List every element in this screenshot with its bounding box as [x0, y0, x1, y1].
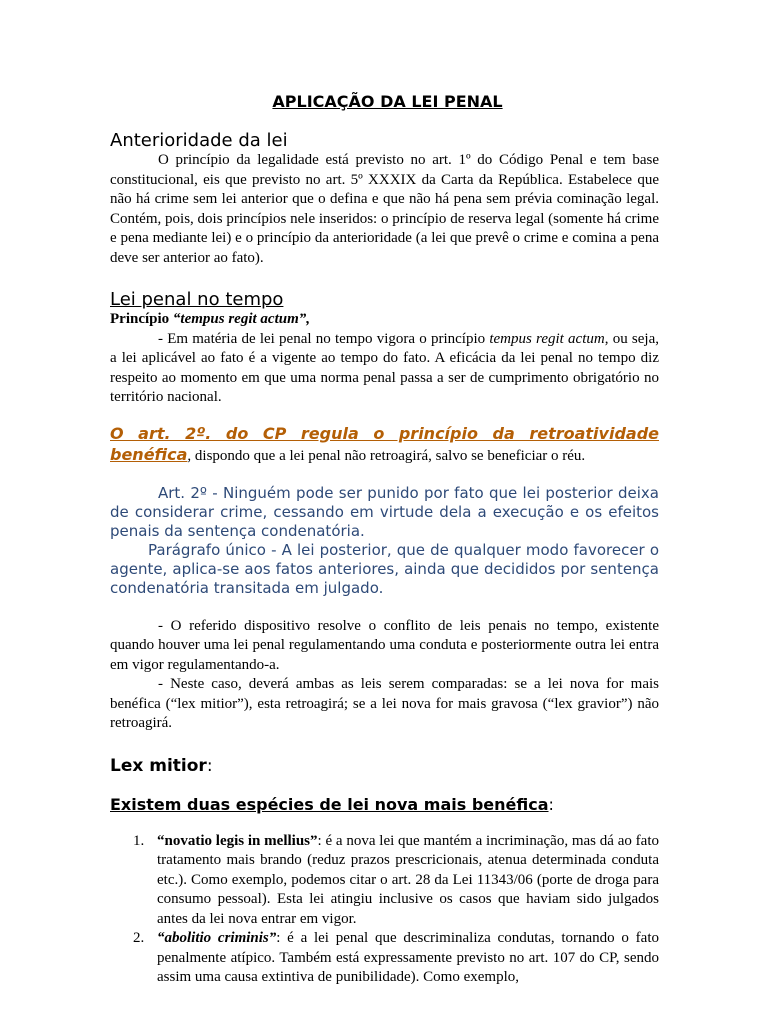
section-heading-anterioridade-text: Anterioridade da lei [110, 130, 288, 151]
principle-term: “tempus regit actum”, [172, 311, 311, 327]
list-item-text: : é a nova lei que mantém a incriminação, mas dá ao fato tratamento mais brando (reduz prazos prescricionais, atenua determinada conduta etc.). Como exemplo, podemos citar o art. 28 da Lei 11343/06 (porte de droga para consumo pessoal). Esta lei atingiu inclusive os casos que haviam sido julgados antes da lei nova entrar em vigor. [157, 832, 659, 927]
document-body [110, 92, 659, 988]
section-heading-lei-penal-tempo-text: Lei penal no tempo [110, 289, 284, 310]
subheading-especies-text: Existem duas espécies de lei nova mais benéfica [110, 794, 549, 814]
section-heading-lei-penal-tempo [110, 289, 659, 310]
comparacao-paragraph: - Neste caso, deverá ambas as leis serem comparadas: se a lei nova for mais benéfica (“lex mitior”), esta retroagirá; se a lei nova for mais gravosa (“lex gravior”) não retroagirá. [110, 676, 659, 731]
list-item-term: “abolitio criminis” [157, 930, 277, 946]
retroatividade-tail: , dispondo que a lei penal não retroagirá, salvo se beneficiar o réu. [187, 447, 586, 464]
principle-line [110, 310, 659, 330]
section-heading-anterioridade [110, 130, 659, 151]
tempus-paragraph [110, 330, 659, 408]
tempus-paragraph-end: , ou seja, a lei aplicável ao fato é a vigente ao tempo do fato. A eficácia da lei penal no tempo diz respeito ao momento em que uma norma penal passa a ser de cumprimento obrigatório no território nacional. [110, 330, 659, 405]
principle-label: Princípio [110, 311, 170, 327]
list-item-number: 1. [133, 832, 145, 849]
especies-list [110, 832, 659, 988]
retroatividade-statement [110, 424, 659, 466]
retroatividade-highlight: O art. 2º. do CP regula o princípio da retroatividade benéfica [110, 423, 659, 464]
section-heading-lex-mitior [110, 756, 659, 776]
list-item-term: “novatio legis in mellius” [157, 832, 318, 849]
list-item [110, 929, 659, 988]
list-item-number: 2. [133, 930, 145, 946]
list-item [110, 832, 659, 930]
section-heading-lex-mitior-text: Lex mitior [110, 755, 207, 776]
tempus-paragraph-start: - Em matéria de lei penal no tempo vigora o princípio [158, 330, 490, 347]
document-title: APLICAÇÃO DA LEI PENAL [272, 92, 503, 111]
anterioridade-paragraph: O princípio da legalidade está previsto no art. 1º do Código Penal e tem base constitucional, eis que previsto no art. 5º XXXIX da Carta da República. Estabelece que não há crime sem lei anterior que o defina e que não há pena sem prévia cominação legal. Contém, pois, dois princípios nele inseridos: o princípio de reserva legal (somente há crime e pena mediante lei) e o princípio da anterioridade (a lei que prevê o crime e comina a pena deve ser anterior ao fato). [110, 152, 659, 266]
subheading-especies [110, 795, 659, 814]
list-item-text: : é a lei penal que descriminaliza condutas, tornando o fato penalmente atípico. Também está expressamente previsto no art. 107 do CP, sendo assim uma causa extintiva de punibilidade). Como exemplo, [157, 930, 659, 985]
tempus-paragraph-italic: tempus regit actum [489, 330, 605, 347]
article-2-text: Art. 2º - Ninguém pode ser punido por fato que lei posterior deixa de considerar crime, cessando em virtude dela a execução e os efeitos penais da sentença condenatória. [110, 483, 659, 540]
subheading-especies-colon: : [548, 794, 554, 814]
dispositivo-paragraph: - O referido dispositivo resolve o conflito de leis penais no tempo, existente quando houver uma lei penal regulamentando uma conduta e posteriormente outra lei entra em vigor regulamentando-a. [110, 617, 659, 673]
section-heading-lex-mitior-colon: : [206, 755, 213, 776]
article-2-paragrafo-unico: Parágrafo único - A lei posterior, que de qualquer modo favorecer o agente, aplica-se aos fatos anteriores, ainda que decididos por sentença condenatória transitada em julgado. [110, 540, 659, 597]
